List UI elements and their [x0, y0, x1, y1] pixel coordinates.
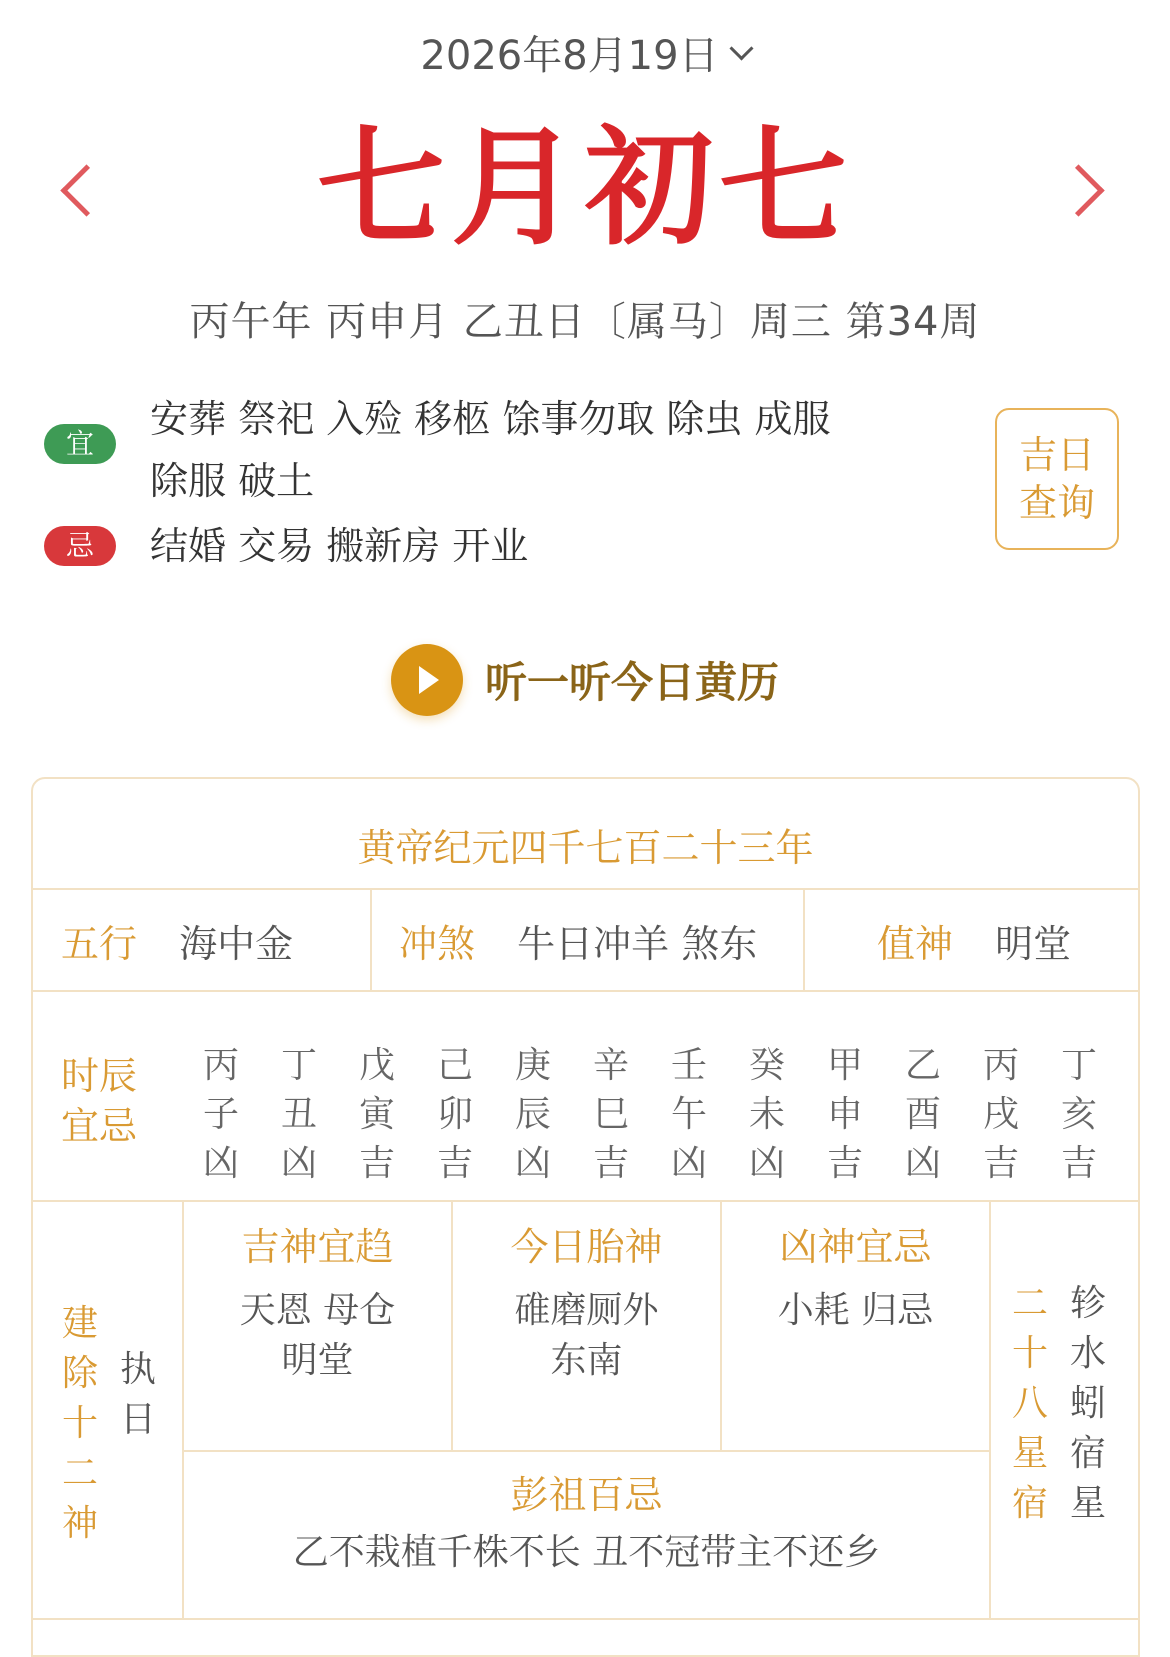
- pengzu-cell: [184, 1469, 989, 1579]
- hour-stem: 甲: [826, 1045, 863, 1086]
- hour-branch: 卯: [436, 1094, 473, 1135]
- wuxing-label: 五行: [61, 922, 138, 966]
- jishen-cell: [184, 1222, 451, 1386]
- row-divider: [33, 1618, 1138, 1620]
- hour-luck: 凶: [748, 1143, 785, 1184]
- hour-stem: 癸: [748, 1045, 785, 1086]
- ji-activities: 结婚 交易 搬新房 开业: [150, 524, 529, 568]
- hour-item: [191, 1041, 251, 1188]
- hour-branch: 申: [826, 1094, 863, 1135]
- hour-luck: 吉: [358, 1143, 395, 1184]
- hour-branch: 寅: [358, 1094, 395, 1135]
- jianchu-label: 建除十二神: [61, 1303, 98, 1544]
- yi-line-2: 除服 破土: [150, 459, 315, 503]
- xiongshen-cell: [722, 1222, 989, 1336]
- hour-stem: 戊: [358, 1045, 395, 1086]
- zhishen-label: 值神: [877, 922, 954, 966]
- date-picker[interactable]: [0, 22, 1170, 82]
- next-day-button[interactable]: [1060, 150, 1120, 240]
- jishen-label: 吉神宜趋: [241, 1225, 394, 1269]
- jianchu-value: 执日: [119, 1349, 156, 1440]
- hour-branch: 辰: [514, 1094, 551, 1135]
- hour-stem: 己: [436, 1045, 473, 1086]
- hour-luck: 凶: [670, 1143, 707, 1184]
- hour-branch: 巳: [592, 1094, 629, 1135]
- hour-item: [269, 1041, 329, 1188]
- yi-badge: 宜: [44, 424, 116, 464]
- taishen-label: 今日胎神: [510, 1225, 663, 1269]
- hour-branch: 酉: [904, 1094, 941, 1135]
- zhishen-cell: [877, 913, 1071, 968]
- hour-branch: 未: [748, 1094, 785, 1135]
- taishen-line-2: 东南: [550, 1340, 623, 1381]
- hour-luck: 吉: [826, 1143, 863, 1184]
- hour-luck: 凶: [514, 1143, 551, 1184]
- play-icon: [391, 644, 463, 716]
- row-divider: [33, 888, 1138, 890]
- lucky-day-query-button[interactable]: [995, 408, 1119, 550]
- hour-stem: 壬: [670, 1045, 707, 1086]
- hour-item: [581, 1041, 641, 1188]
- hour-item: [1049, 1041, 1109, 1188]
- hour-luck: 吉: [982, 1143, 1019, 1184]
- hour-branch: 亥: [1060, 1094, 1097, 1135]
- hour-item: [503, 1041, 563, 1188]
- pengzu-value: 乙不栽植千株不长 丑不冠带主不还乡: [292, 1532, 881, 1573]
- lunar-date-title: 七月初七: [316, 113, 853, 263]
- col-divider: [989, 1200, 991, 1618]
- hour-stem: 丁: [280, 1045, 317, 1086]
- almanac-table: [31, 777, 1140, 1657]
- xingxiu-label: 二十八星宿: [1011, 1283, 1048, 1524]
- chevron-right-icon: [1052, 164, 1104, 216]
- hour-item: [815, 1041, 875, 1188]
- chongsha-value: 牛日冲羊 煞东: [517, 922, 758, 966]
- chevron-down-icon: [729, 36, 753, 60]
- shichen-label: [61, 1051, 137, 1151]
- hour-stem: 乙: [904, 1045, 941, 1086]
- chongsha-cell: [399, 913, 757, 968]
- row-divider: [33, 1200, 1138, 1202]
- hour-stem: 丙: [982, 1045, 1019, 1086]
- era-title: 黄帝纪元四千七百二十三年: [357, 826, 814, 870]
- hour-stem: 丁: [1060, 1045, 1097, 1086]
- yi-line-1: 安葬 祭祀 入殓 移柩 馀事勿取 除虫 成服: [150, 397, 831, 441]
- hour-branch: 子: [202, 1094, 239, 1135]
- hour-item: [425, 1041, 485, 1188]
- date-label: 2026年8月19日: [420, 32, 719, 79]
- hour-stem: 庚: [514, 1045, 551, 1086]
- wuxing-value: 海中金: [179, 922, 294, 966]
- row-divider: [182, 1450, 989, 1452]
- taishen-line-1: 碓磨厕外: [514, 1290, 659, 1331]
- yi-activities: [150, 388, 970, 512]
- hour-item: [659, 1041, 719, 1188]
- hour-luck: 吉: [1060, 1143, 1097, 1184]
- taishen-cell: [453, 1222, 720, 1386]
- hour-stem: 丙: [202, 1045, 239, 1086]
- lucky-day-query-line-2: 查询: [1018, 481, 1095, 525]
- hour-luck: 凶: [904, 1143, 941, 1184]
- zhishen-value: 明堂: [995, 922, 1072, 966]
- col-divider: [370, 888, 372, 990]
- hour-luck: 吉: [436, 1143, 473, 1184]
- xingxiu-value: 轸水蚓宿星: [1069, 1283, 1106, 1524]
- ji-badge: 忌: [44, 526, 116, 566]
- hour-branch: 丑: [280, 1094, 317, 1135]
- hour-branch: 戌: [982, 1094, 1019, 1135]
- shichen-label-line-1: 时辰: [61, 1054, 138, 1098]
- hour-item: [971, 1041, 1031, 1188]
- hour-luck: 凶: [280, 1143, 317, 1184]
- hour-branch: 午: [670, 1094, 707, 1135]
- row-divider: [33, 990, 1138, 992]
- wuxing-cell: [61, 913, 293, 968]
- xiongshen-label: 凶神宜忌: [779, 1225, 932, 1269]
- shichen-label-line-2: 宜忌: [61, 1104, 138, 1148]
- ganzhi-info: 丙午年 丙申月 乙丑日〔属马〕周三 第34周: [189, 299, 981, 345]
- lucky-day-query-line-1: 吉日: [1018, 433, 1095, 477]
- hour-item: [893, 1041, 953, 1188]
- listen-almanac-button[interactable]: [0, 640, 1170, 720]
- hour-luck: 吉: [592, 1143, 629, 1184]
- hour-item: [737, 1041, 797, 1188]
- hour-stem: 辛: [592, 1045, 629, 1086]
- listen-almanac-label: 听一听今日黄历: [484, 658, 779, 707]
- xiongshen-line-1: 小耗 归忌: [777, 1290, 934, 1331]
- col-divider: [803, 888, 805, 990]
- pengzu-label: 彭祖百忌: [510, 1473, 663, 1517]
- hour-luck: 凶: [202, 1143, 239, 1184]
- jishen-line-2: 明堂: [281, 1340, 354, 1381]
- hour-item: [347, 1041, 407, 1188]
- jishen-line-1: 天恩 母仓: [239, 1290, 396, 1331]
- chongsha-label: 冲煞: [399, 922, 476, 966]
